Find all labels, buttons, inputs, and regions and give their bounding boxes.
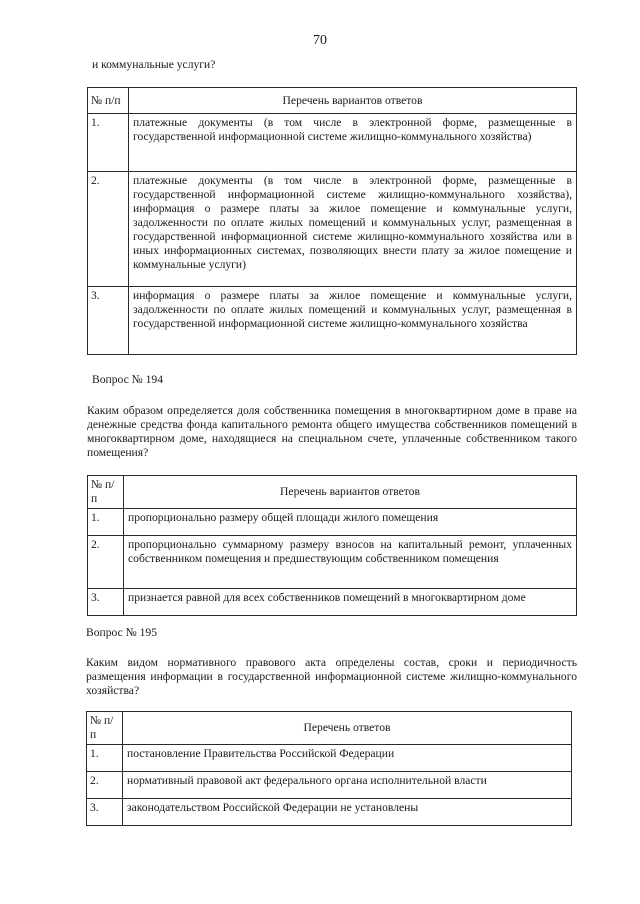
answer-text: постановление Правительства Российской Федерации <box>123 745 572 772</box>
row-number: 3. <box>88 589 124 616</box>
table-header-row <box>88 476 577 509</box>
question-195-text: Каким видом нормативного правового акта определены состав, сроки и периодичность размещения информации в государственной информационной системе жилищно-коммунального хозяйства? <box>86 656 577 697</box>
table-row <box>87 745 572 772</box>
row-number: 3. <box>88 287 129 355</box>
question-194-text: Каким образом определяется доля собственника помещения в многоквартирном доме в праве на денежные средства фонда капитального ремонта общего имущества собственников помещений в многоквартирном доме, находящиеся на специальном счете, уплаченные собственником такого помещения? <box>87 404 577 459</box>
row-number: 2. <box>87 772 123 799</box>
answer-text: признается равной для всех собственников помещений в многоквартирном доме <box>124 589 577 616</box>
row-number: 1. <box>88 509 124 536</box>
answer-text: пропорционально размеру общей площади жилого помещения <box>124 509 577 536</box>
row-number: 3. <box>87 799 123 826</box>
intro-line: и коммунальные услуги? <box>92 58 216 71</box>
table-row <box>88 172 577 287</box>
answer-text: платежные документы (в том числе в электронной форме, размещенные в государственной информационной системе жилищно-коммунального хозяйства) <box>129 114 577 172</box>
table-row <box>87 799 572 826</box>
column-header-number: № п/п <box>88 476 124 509</box>
answer-text: информация о размере платы за жилое помещение и коммунальные услуги, задолженности по оплате жилых помещений и коммунальных услуг, размещенная в государственной информационной системе жилищно-коммунального хозяйства <box>129 287 577 355</box>
row-number: 1. <box>88 114 129 172</box>
table-row <box>88 589 577 616</box>
answers-table-2 <box>87 475 577 616</box>
answer-text: нормативный правовой акт федерального органа исполнительной власти <box>123 772 572 799</box>
column-header-answers: Перечень ответов <box>123 712 572 745</box>
table-row <box>88 287 577 355</box>
table-row <box>87 772 572 799</box>
page-number: 70 <box>313 33 327 48</box>
row-number: 1. <box>87 745 123 772</box>
column-header-answers: Перечень вариантов ответов <box>124 476 577 509</box>
answer-text: платежные документы (в том числе в электронной форме, размещенные в государственной информационной системе жилищно-коммунального хозяйства), информация о размере платы за жилое помещение и коммунальные услуги, задолженности по оплате жилых помещений и коммунальных услуг, размещенная в государственной информационной системе жилищно-коммунального хозяйства или в иных информационных системах, позволяющих внести плату за жилое помещение и коммунальные услуги) <box>129 172 577 287</box>
answers-table-1 <box>87 87 577 355</box>
answer-text: законодательством Российской Федерации не установлены <box>123 799 572 826</box>
table-header-row <box>87 712 572 745</box>
row-number: 2. <box>88 536 124 589</box>
table-header-row <box>88 88 577 114</box>
question-194-label: Вопрос № 194 <box>92 373 164 386</box>
row-number: 2. <box>88 172 129 287</box>
answer-text: пропорционально суммарному размеру взносов на капитальный ремонт, уплаченных собственником помещения и предшествующим собственником помещения <box>124 536 577 589</box>
column-header-number: № п/п <box>87 712 123 745</box>
table-row <box>88 536 577 589</box>
column-header-answers: Перечень вариантов ответов <box>129 88 577 114</box>
question-195-label: Вопрос № 195 <box>86 626 158 639</box>
table-row <box>88 509 577 536</box>
answers-table-3 <box>86 711 572 826</box>
column-header-number: № п/п <box>88 88 129 114</box>
table-row <box>88 114 577 172</box>
